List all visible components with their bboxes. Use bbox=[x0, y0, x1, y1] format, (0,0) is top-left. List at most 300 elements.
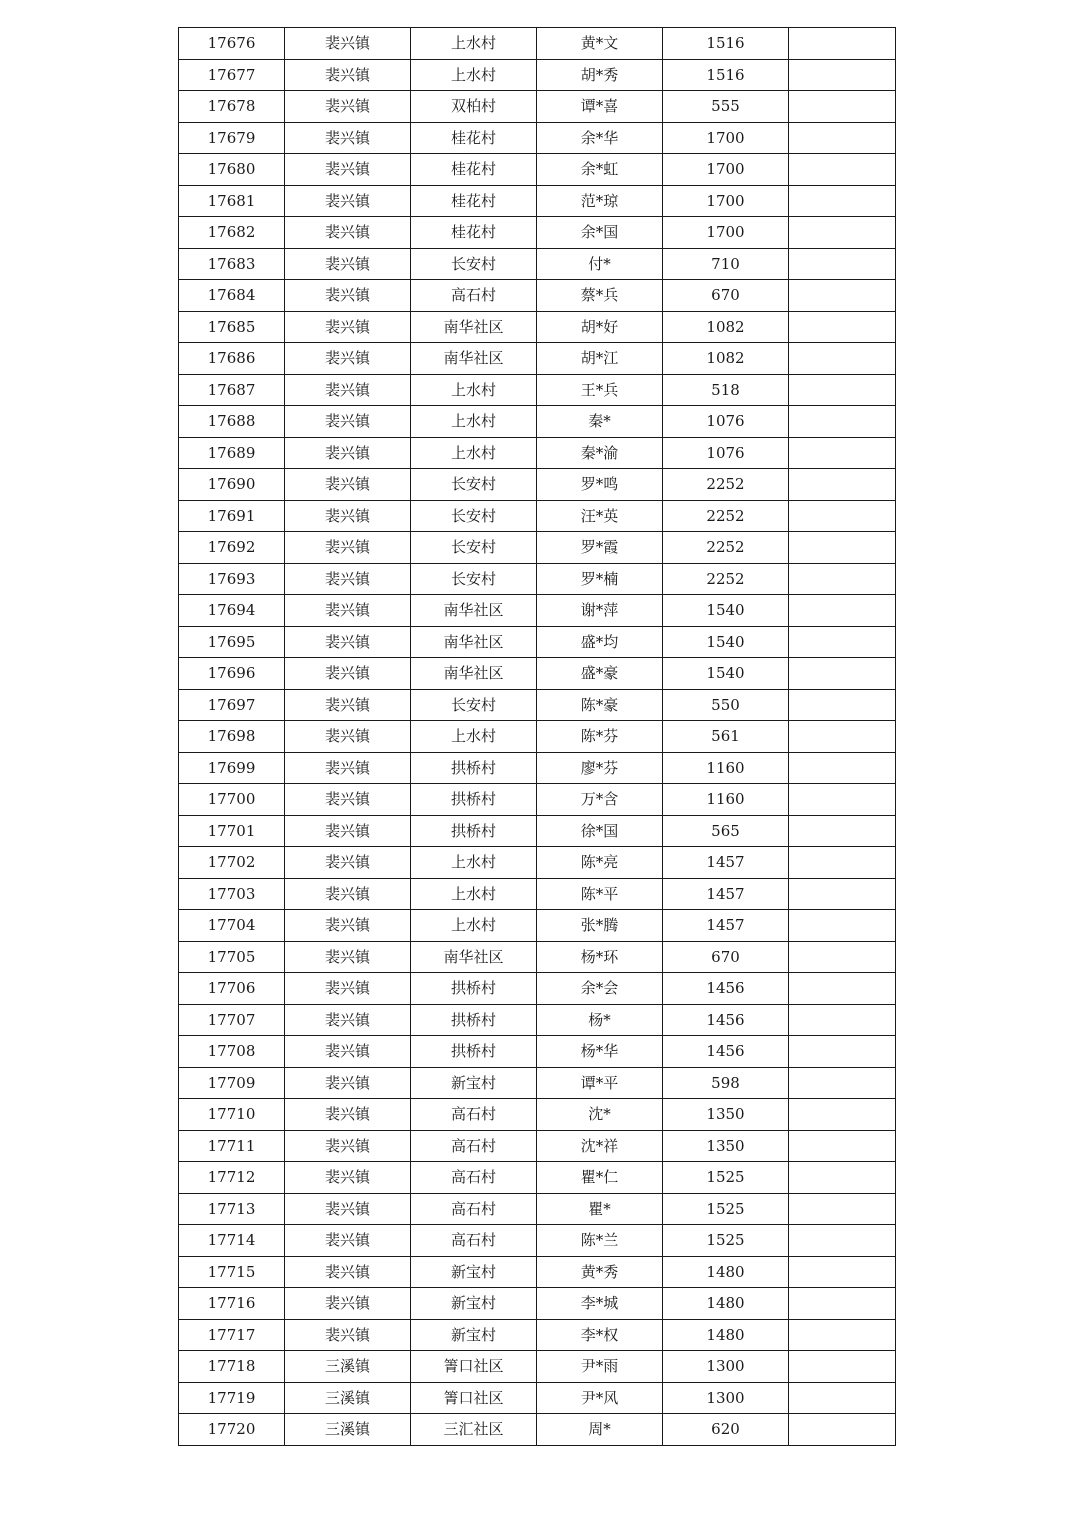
town-cell: 裴兴镇 bbox=[285, 28, 411, 60]
note-cell bbox=[789, 311, 896, 343]
row-id-cell: 17691 bbox=[179, 500, 285, 532]
note-cell bbox=[789, 815, 896, 847]
row-id-cell: 17685 bbox=[179, 311, 285, 343]
row-id-cell: 17712 bbox=[179, 1162, 285, 1194]
village-cell: 上水村 bbox=[411, 910, 537, 942]
amount-cell: 1456 bbox=[663, 973, 789, 1005]
town-cell: 裴兴镇 bbox=[285, 689, 411, 721]
town-cell: 裴兴镇 bbox=[285, 1130, 411, 1162]
name-cell: 蔡*兵 bbox=[537, 280, 663, 312]
note-cell bbox=[789, 406, 896, 438]
amount-cell: 1456 bbox=[663, 1004, 789, 1036]
note-cell bbox=[789, 563, 896, 595]
table-row bbox=[179, 28, 896, 60]
table-row bbox=[179, 563, 896, 595]
name-cell: 陈*亮 bbox=[537, 847, 663, 879]
name-cell: 杨*华 bbox=[537, 1036, 663, 1068]
name-cell: 万*含 bbox=[537, 784, 663, 816]
name-cell: 沈* bbox=[537, 1099, 663, 1131]
town-cell: 裴兴镇 bbox=[285, 1004, 411, 1036]
name-cell: 谢*萍 bbox=[537, 595, 663, 627]
note-cell bbox=[789, 1319, 896, 1351]
note-cell bbox=[789, 122, 896, 154]
note-cell bbox=[789, 248, 896, 280]
town-cell: 裴兴镇 bbox=[285, 248, 411, 280]
name-cell: 罗*霞 bbox=[537, 532, 663, 564]
town-cell: 裴兴镇 bbox=[285, 122, 411, 154]
amount-cell: 1516 bbox=[663, 28, 789, 60]
village-cell: 高石村 bbox=[411, 1225, 537, 1257]
row-id-cell: 17705 bbox=[179, 941, 285, 973]
row-id-cell: 17707 bbox=[179, 1004, 285, 1036]
amount-cell: 1525 bbox=[663, 1225, 789, 1257]
table-row bbox=[179, 280, 896, 312]
table-row bbox=[179, 1067, 896, 1099]
table-row bbox=[179, 406, 896, 438]
amount-cell: 1700 bbox=[663, 154, 789, 186]
village-cell: 桂花村 bbox=[411, 185, 537, 217]
village-cell: 高石村 bbox=[411, 1193, 537, 1225]
village-cell: 南华社区 bbox=[411, 626, 537, 658]
note-cell bbox=[789, 658, 896, 690]
town-cell: 裴兴镇 bbox=[285, 1193, 411, 1225]
note-cell bbox=[789, 941, 896, 973]
name-cell: 谭*喜 bbox=[537, 91, 663, 123]
note-cell bbox=[789, 1256, 896, 1288]
name-cell: 陈*平 bbox=[537, 878, 663, 910]
amount-cell: 1082 bbox=[663, 311, 789, 343]
table-row bbox=[179, 1288, 896, 1320]
table-row bbox=[179, 248, 896, 280]
note-cell bbox=[789, 1004, 896, 1036]
row-id-cell: 17720 bbox=[179, 1414, 285, 1446]
village-cell: 新宝村 bbox=[411, 1288, 537, 1320]
amount-cell: 561 bbox=[663, 721, 789, 753]
table-row bbox=[179, 1351, 896, 1383]
town-cell: 裴兴镇 bbox=[285, 185, 411, 217]
town-cell: 裴兴镇 bbox=[285, 752, 411, 784]
amount-cell: 710 bbox=[663, 248, 789, 280]
town-cell: 裴兴镇 bbox=[285, 1099, 411, 1131]
name-cell: 罗*楠 bbox=[537, 563, 663, 595]
name-cell: 余*会 bbox=[537, 973, 663, 1005]
village-cell: 桂花村 bbox=[411, 122, 537, 154]
amount-cell: 565 bbox=[663, 815, 789, 847]
amount-cell: 2252 bbox=[663, 469, 789, 501]
note-cell bbox=[789, 1193, 896, 1225]
village-cell: 桂花村 bbox=[411, 217, 537, 249]
note-cell bbox=[789, 343, 896, 375]
town-cell: 裴兴镇 bbox=[285, 1225, 411, 1257]
row-id-cell: 17697 bbox=[179, 689, 285, 721]
village-cell: 双柏村 bbox=[411, 91, 537, 123]
table-row bbox=[179, 91, 896, 123]
row-id-cell: 17709 bbox=[179, 1067, 285, 1099]
row-id-cell: 17698 bbox=[179, 721, 285, 753]
amount-cell: 1700 bbox=[663, 122, 789, 154]
name-cell: 胡*江 bbox=[537, 343, 663, 375]
row-id-cell: 17717 bbox=[179, 1319, 285, 1351]
town-cell: 裴兴镇 bbox=[285, 437, 411, 469]
village-cell: 南华社区 bbox=[411, 343, 537, 375]
amount-cell: 555 bbox=[663, 91, 789, 123]
amount-cell: 1525 bbox=[663, 1162, 789, 1194]
row-id-cell: 17679 bbox=[179, 122, 285, 154]
row-id-cell: 17689 bbox=[179, 437, 285, 469]
name-cell: 瞿*仁 bbox=[537, 1162, 663, 1194]
village-cell: 长安村 bbox=[411, 563, 537, 595]
row-id-cell: 17684 bbox=[179, 280, 285, 312]
row-id-cell: 17688 bbox=[179, 406, 285, 438]
table-row bbox=[179, 437, 896, 469]
table-row bbox=[179, 1193, 896, 1225]
table-row bbox=[179, 721, 896, 753]
table-row bbox=[179, 154, 896, 186]
town-cell: 裴兴镇 bbox=[285, 815, 411, 847]
name-cell: 余*虹 bbox=[537, 154, 663, 186]
note-cell bbox=[789, 1351, 896, 1383]
table-row bbox=[179, 469, 896, 501]
table-row bbox=[179, 1225, 896, 1257]
note-cell bbox=[789, 1288, 896, 1320]
table-row bbox=[179, 185, 896, 217]
note-cell bbox=[789, 280, 896, 312]
table-row bbox=[179, 626, 896, 658]
village-cell: 长安村 bbox=[411, 689, 537, 721]
amount-cell: 1700 bbox=[663, 185, 789, 217]
table-row bbox=[179, 59, 896, 91]
village-cell: 拱桥村 bbox=[411, 784, 537, 816]
name-cell: 盛*豪 bbox=[537, 658, 663, 690]
town-cell: 裴兴镇 bbox=[285, 658, 411, 690]
town-cell: 裴兴镇 bbox=[285, 973, 411, 1005]
note-cell bbox=[789, 91, 896, 123]
note-cell bbox=[789, 500, 896, 532]
town-cell: 裴兴镇 bbox=[285, 217, 411, 249]
name-cell: 黄*文 bbox=[537, 28, 663, 60]
name-cell: 罗*鸣 bbox=[537, 469, 663, 501]
name-cell: 余*国 bbox=[537, 217, 663, 249]
note-cell bbox=[789, 1036, 896, 1068]
town-cell: 裴兴镇 bbox=[285, 1067, 411, 1099]
table-row bbox=[179, 878, 896, 910]
village-cell: 长安村 bbox=[411, 469, 537, 501]
village-cell: 南华社区 bbox=[411, 941, 537, 973]
table-row bbox=[179, 1162, 896, 1194]
row-id-cell: 17713 bbox=[179, 1193, 285, 1225]
village-cell: 桂花村 bbox=[411, 154, 537, 186]
note-cell bbox=[789, 973, 896, 1005]
name-cell: 沈*祥 bbox=[537, 1130, 663, 1162]
note-cell bbox=[789, 154, 896, 186]
village-cell: 上水村 bbox=[411, 28, 537, 60]
amount-cell: 1457 bbox=[663, 910, 789, 942]
note-cell bbox=[789, 185, 896, 217]
town-cell: 裴兴镇 bbox=[285, 1288, 411, 1320]
table-row bbox=[179, 122, 896, 154]
row-id-cell: 17719 bbox=[179, 1382, 285, 1414]
town-cell: 裴兴镇 bbox=[285, 626, 411, 658]
amount-cell: 1540 bbox=[663, 658, 789, 690]
name-cell: 付* bbox=[537, 248, 663, 280]
village-cell: 长安村 bbox=[411, 500, 537, 532]
note-cell bbox=[789, 626, 896, 658]
row-id-cell: 17704 bbox=[179, 910, 285, 942]
row-id-cell: 17692 bbox=[179, 532, 285, 564]
name-cell: 廖*芬 bbox=[537, 752, 663, 784]
table-row bbox=[179, 910, 896, 942]
name-cell: 杨* bbox=[537, 1004, 663, 1036]
note-cell bbox=[789, 59, 896, 91]
table-row bbox=[179, 815, 896, 847]
village-cell: 新宝村 bbox=[411, 1319, 537, 1351]
town-cell: 裴兴镇 bbox=[285, 910, 411, 942]
row-id-cell: 17699 bbox=[179, 752, 285, 784]
note-cell bbox=[789, 1225, 896, 1257]
name-cell: 王*兵 bbox=[537, 374, 663, 406]
name-cell: 陈*豪 bbox=[537, 689, 663, 721]
table-row bbox=[179, 1256, 896, 1288]
village-cell: 上水村 bbox=[411, 437, 537, 469]
note-cell bbox=[789, 847, 896, 879]
note-cell bbox=[789, 595, 896, 627]
name-cell: 汪*英 bbox=[537, 500, 663, 532]
village-cell: 南华社区 bbox=[411, 311, 537, 343]
name-cell: 尹*风 bbox=[537, 1382, 663, 1414]
village-cell: 新宝村 bbox=[411, 1067, 537, 1099]
name-cell: 李*权 bbox=[537, 1319, 663, 1351]
table-row bbox=[179, 595, 896, 627]
row-id-cell: 17708 bbox=[179, 1036, 285, 1068]
row-id-cell: 17678 bbox=[179, 91, 285, 123]
note-cell bbox=[789, 910, 896, 942]
row-id-cell: 17677 bbox=[179, 59, 285, 91]
table-row bbox=[179, 752, 896, 784]
name-cell: 尹*雨 bbox=[537, 1351, 663, 1383]
table-row bbox=[179, 217, 896, 249]
village-cell: 三汇社区 bbox=[411, 1414, 537, 1446]
town-cell: 裴兴镇 bbox=[285, 1162, 411, 1194]
roster-table bbox=[178, 27, 896, 1446]
town-cell: 裴兴镇 bbox=[285, 784, 411, 816]
row-id-cell: 17711 bbox=[179, 1130, 285, 1162]
amount-cell: 670 bbox=[663, 941, 789, 973]
row-id-cell: 17680 bbox=[179, 154, 285, 186]
table-row bbox=[179, 500, 896, 532]
row-id-cell: 17710 bbox=[179, 1099, 285, 1131]
amount-cell: 1350 bbox=[663, 1099, 789, 1131]
name-cell: 胡*好 bbox=[537, 311, 663, 343]
note-cell bbox=[789, 28, 896, 60]
row-id-cell: 17696 bbox=[179, 658, 285, 690]
village-cell: 高石村 bbox=[411, 1162, 537, 1194]
row-id-cell: 17686 bbox=[179, 343, 285, 375]
village-cell: 箐口社区 bbox=[411, 1351, 537, 1383]
note-cell bbox=[789, 1130, 896, 1162]
row-id-cell: 17676 bbox=[179, 28, 285, 60]
note-cell bbox=[789, 469, 896, 501]
name-cell: 李*城 bbox=[537, 1288, 663, 1320]
amount-cell: 1160 bbox=[663, 784, 789, 816]
table-row bbox=[179, 658, 896, 690]
town-cell: 裴兴镇 bbox=[285, 941, 411, 973]
town-cell: 裴兴镇 bbox=[285, 59, 411, 91]
name-cell: 秦* bbox=[537, 406, 663, 438]
amount-cell: 1540 bbox=[663, 595, 789, 627]
amount-cell: 1480 bbox=[663, 1256, 789, 1288]
village-cell: 新宝村 bbox=[411, 1256, 537, 1288]
table-row bbox=[179, 374, 896, 406]
village-cell: 拱桥村 bbox=[411, 1036, 537, 1068]
amount-cell: 1456 bbox=[663, 1036, 789, 1068]
roster-table-body bbox=[179, 28, 896, 1446]
amount-cell: 1300 bbox=[663, 1351, 789, 1383]
name-cell: 秦*渝 bbox=[537, 437, 663, 469]
village-cell: 高石村 bbox=[411, 1130, 537, 1162]
table-row bbox=[179, 1036, 896, 1068]
name-cell: 瞿* bbox=[537, 1193, 663, 1225]
row-id-cell: 17718 bbox=[179, 1351, 285, 1383]
name-cell: 范*琼 bbox=[537, 185, 663, 217]
amount-cell: 1350 bbox=[663, 1130, 789, 1162]
note-cell bbox=[789, 1099, 896, 1131]
amount-cell: 2252 bbox=[663, 563, 789, 595]
town-cell: 裴兴镇 bbox=[285, 343, 411, 375]
village-cell: 拱桥村 bbox=[411, 815, 537, 847]
table-row bbox=[179, 1099, 896, 1131]
table-row bbox=[179, 973, 896, 1005]
town-cell: 裴兴镇 bbox=[285, 721, 411, 753]
amount-cell: 598 bbox=[663, 1067, 789, 1099]
table-row bbox=[179, 1130, 896, 1162]
village-cell: 拱桥村 bbox=[411, 973, 537, 1005]
note-cell bbox=[789, 878, 896, 910]
table-row bbox=[179, 532, 896, 564]
town-cell: 裴兴镇 bbox=[285, 406, 411, 438]
name-cell: 徐*国 bbox=[537, 815, 663, 847]
note-cell bbox=[789, 1162, 896, 1194]
row-id-cell: 17706 bbox=[179, 973, 285, 1005]
town-cell: 裴兴镇 bbox=[285, 563, 411, 595]
row-id-cell: 17681 bbox=[179, 185, 285, 217]
amount-cell: 1457 bbox=[663, 878, 789, 910]
note-cell bbox=[789, 374, 896, 406]
row-id-cell: 17702 bbox=[179, 847, 285, 879]
amount-cell: 1076 bbox=[663, 437, 789, 469]
table-row bbox=[179, 784, 896, 816]
village-cell: 长安村 bbox=[411, 532, 537, 564]
table-row bbox=[179, 941, 896, 973]
note-cell bbox=[789, 1067, 896, 1099]
town-cell: 裴兴镇 bbox=[285, 1256, 411, 1288]
village-cell: 上水村 bbox=[411, 59, 537, 91]
amount-cell: 1457 bbox=[663, 847, 789, 879]
table-row bbox=[179, 311, 896, 343]
note-cell bbox=[789, 784, 896, 816]
table-row bbox=[179, 343, 896, 375]
row-id-cell: 17701 bbox=[179, 815, 285, 847]
name-cell: 杨*环 bbox=[537, 941, 663, 973]
name-cell: 黄*秀 bbox=[537, 1256, 663, 1288]
amount-cell: 518 bbox=[663, 374, 789, 406]
village-cell: 上水村 bbox=[411, 721, 537, 753]
name-cell: 张*腾 bbox=[537, 910, 663, 942]
row-id-cell: 17714 bbox=[179, 1225, 285, 1257]
amount-cell: 1076 bbox=[663, 406, 789, 438]
town-cell: 裴兴镇 bbox=[285, 595, 411, 627]
town-cell: 裴兴镇 bbox=[285, 311, 411, 343]
table-row bbox=[179, 689, 896, 721]
note-cell bbox=[789, 689, 896, 721]
amount-cell: 2252 bbox=[663, 500, 789, 532]
row-id-cell: 17693 bbox=[179, 563, 285, 595]
table-row bbox=[179, 1382, 896, 1414]
village-cell: 上水村 bbox=[411, 847, 537, 879]
town-cell: 裴兴镇 bbox=[285, 532, 411, 564]
amount-cell: 1160 bbox=[663, 752, 789, 784]
note-cell bbox=[789, 752, 896, 784]
name-cell: 余*华 bbox=[537, 122, 663, 154]
note-cell bbox=[789, 217, 896, 249]
name-cell: 胡*秀 bbox=[537, 59, 663, 91]
amount-cell: 670 bbox=[663, 280, 789, 312]
village-cell: 箐口社区 bbox=[411, 1382, 537, 1414]
town-cell: 裴兴镇 bbox=[285, 847, 411, 879]
village-cell: 南华社区 bbox=[411, 658, 537, 690]
village-cell: 拱桥村 bbox=[411, 752, 537, 784]
row-id-cell: 17715 bbox=[179, 1256, 285, 1288]
village-cell: 上水村 bbox=[411, 878, 537, 910]
village-cell: 南华社区 bbox=[411, 595, 537, 627]
row-id-cell: 17703 bbox=[179, 878, 285, 910]
amount-cell: 550 bbox=[663, 689, 789, 721]
amount-cell: 1480 bbox=[663, 1319, 789, 1351]
town-cell: 三溪镇 bbox=[285, 1382, 411, 1414]
village-cell: 上水村 bbox=[411, 406, 537, 438]
note-cell bbox=[789, 437, 896, 469]
name-cell: 陈*兰 bbox=[537, 1225, 663, 1257]
town-cell: 裴兴镇 bbox=[285, 280, 411, 312]
note-cell bbox=[789, 721, 896, 753]
table-row bbox=[179, 847, 896, 879]
note-cell bbox=[789, 1414, 896, 1446]
village-cell: 拱桥村 bbox=[411, 1004, 537, 1036]
amount-cell: 1480 bbox=[663, 1288, 789, 1320]
note-cell bbox=[789, 532, 896, 564]
name-cell: 盛*均 bbox=[537, 626, 663, 658]
town-cell: 裴兴镇 bbox=[285, 878, 411, 910]
town-cell: 裴兴镇 bbox=[285, 1036, 411, 1068]
amount-cell: 1082 bbox=[663, 343, 789, 375]
town-cell: 三溪镇 bbox=[285, 1414, 411, 1446]
table-row bbox=[179, 1414, 896, 1446]
amount-cell: 1525 bbox=[663, 1193, 789, 1225]
name-cell: 周* bbox=[537, 1414, 663, 1446]
amount-cell: 620 bbox=[663, 1414, 789, 1446]
note-cell bbox=[789, 1382, 896, 1414]
town-cell: 裴兴镇 bbox=[285, 1319, 411, 1351]
row-id-cell: 17694 bbox=[179, 595, 285, 627]
amount-cell: 1516 bbox=[663, 59, 789, 91]
row-id-cell: 17687 bbox=[179, 374, 285, 406]
town-cell: 裴兴镇 bbox=[285, 469, 411, 501]
town-cell: 三溪镇 bbox=[285, 1351, 411, 1383]
row-id-cell: 17682 bbox=[179, 217, 285, 249]
amount-cell: 2252 bbox=[663, 532, 789, 564]
amount-cell: 1700 bbox=[663, 217, 789, 249]
town-cell: 裴兴镇 bbox=[285, 374, 411, 406]
town-cell: 裴兴镇 bbox=[285, 500, 411, 532]
